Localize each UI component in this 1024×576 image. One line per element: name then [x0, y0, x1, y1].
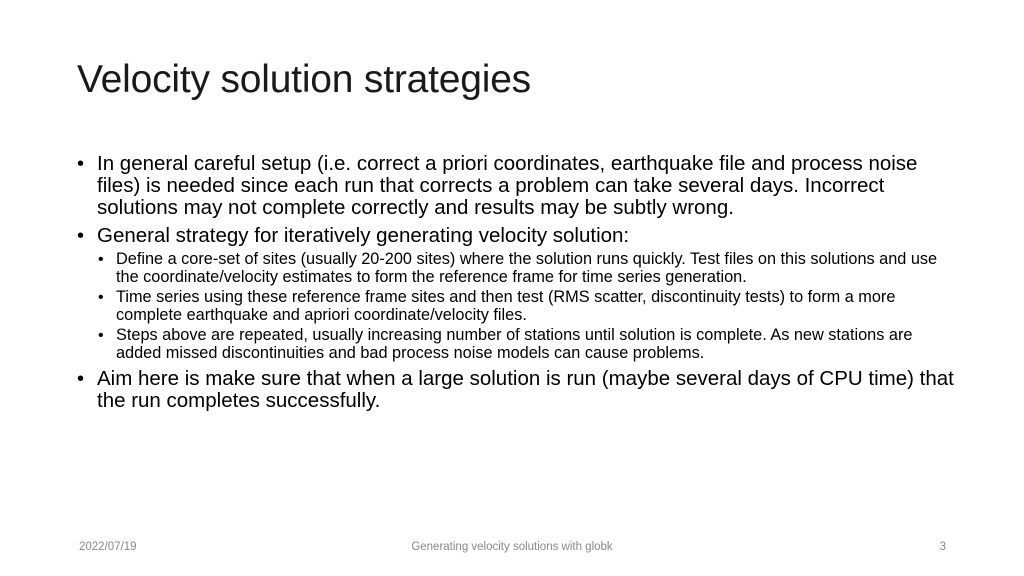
footer-date: 2022/07/19 [79, 541, 137, 553]
sub-bullet-dot-icon: • [98, 289, 104, 306]
footer-title: Generating velocity solutions with globk [411, 541, 613, 553]
sub-bullet-text: Define a core-set of sites (usually 20-200 sites) where the solution runs quickly. Test files on this solutions and use the coordinate/velocity estimates to form the reference frame for time series generation. [116, 250, 938, 286]
sub-bullet-text: Steps above are repeated, usually increasing number of stations until solution is complete. As new stations are added missed discontinuities and bad process noise models can cause problems. [116, 326, 913, 362]
sub-bullet-item [98, 327, 957, 362]
sub-bullet-list [98, 251, 957, 362]
page-number: 3 [939, 541, 946, 553]
bullet-dot-icon: • [77, 225, 85, 247]
bullet-item [77, 225, 957, 247]
bullet-text: In general careful setup (i.e. correct a priori coordinates, earthquake file and process noise files) is needed since each run that corrects a problem can take several days. Incorrect solutions may not complete correctly and results may be subtly wrong. [97, 152, 918, 219]
bullet-dot-icon: • [77, 368, 85, 390]
sub-bullet-dot-icon: • [98, 251, 104, 268]
slide-title: Velocity solution strategies [77, 58, 531, 101]
bullet-text: General strategy for iteratively generating velocity solution: [97, 224, 630, 247]
sub-bullet-item [98, 289, 957, 324]
bullet-item [77, 153, 957, 219]
bullet-item [77, 368, 957, 412]
sub-bullet-item [98, 251, 957, 286]
sub-bullet-dot-icon: • [98, 327, 104, 344]
sub-bullet-text: Time series using these reference frame sites and then test (RMS scatter, discontinuity tests) to form a more complete earthquake and apriori coordinate/velocity files. [116, 288, 896, 324]
slide-content [77, 153, 957, 412]
bullet-text: Aim here is make sure that when a large solution is run (maybe several days of CPU time) that the run completes successfully. [97, 367, 954, 412]
bullet-dot-icon: • [77, 153, 85, 175]
